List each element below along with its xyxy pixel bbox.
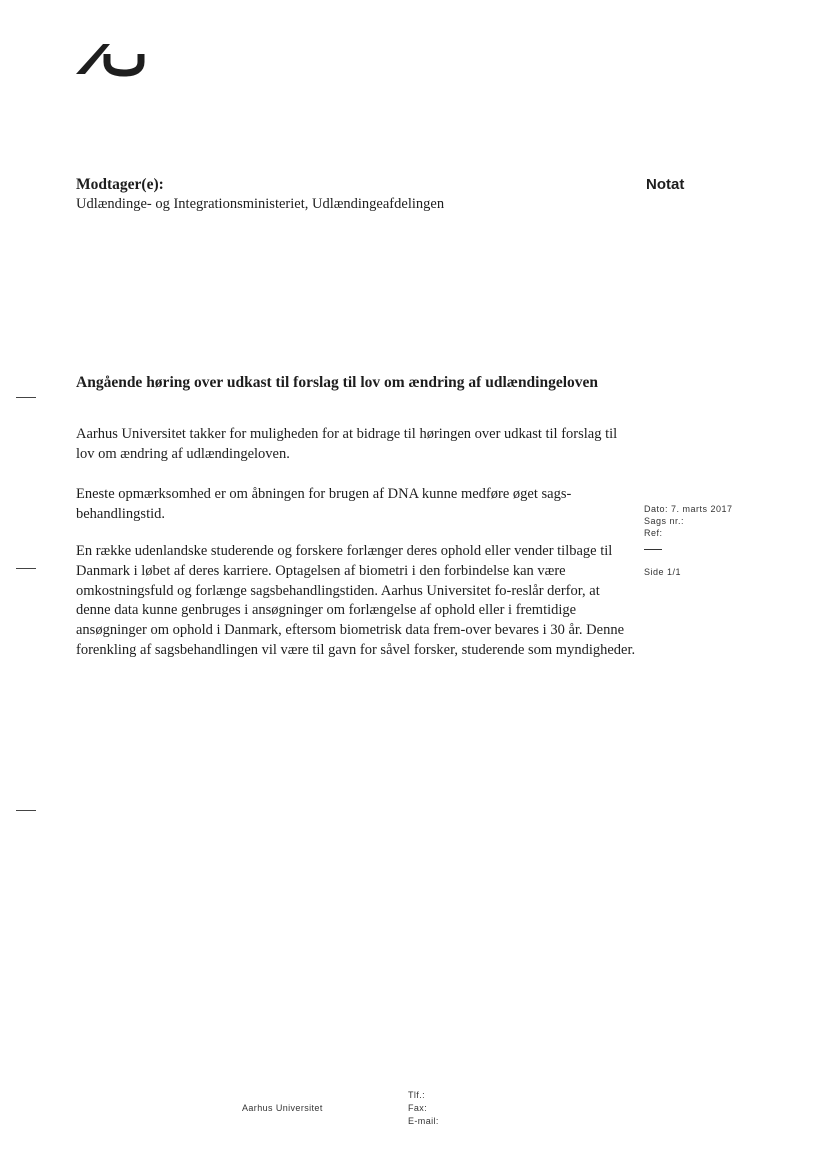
recipient-value: Udlændinge- og Integrationsministeriet, Udlændingeafdelingen: [76, 196, 445, 212]
body-paragraph: Aarhus Universitet takker for muligheden for at bidrage til høringen over udkast til forslag til lov om ændring af udlændingeloven.: [76, 426, 618, 462]
body-paragraph: Eneste opmærksomhed er om åbningen for brugen af DNA kunne medføre øget sags-behandlingstid.: [76, 486, 572, 522]
footer-fax: Fax:: [408, 1103, 428, 1113]
fold-mark: [16, 397, 36, 398]
fold-mark: [16, 568, 36, 569]
meta-case-number: Sags nr.:: [644, 516, 685, 526]
aarhus-university-logo-icon: [76, 42, 146, 78]
fold-mark: [16, 810, 36, 811]
meta-date: Dato: 7. marts 2017: [644, 504, 733, 514]
body-paragraph: En række udenlandske studerende og forskere forlænger deres ophold eller vender tilbage til Danmark i løbet af deres karriere. Optagelsen af biometri i den forbindelse kan være omkostningsfuld og forlænge sagsbehandlingstiden. Aarhus Universitet fo-reslår derfor, at denne data kunne genbruges i ansøgninger om forlængelse af ophold eller i fremtidige ansøgninger om ophold i Danmark, eftersom biometrisk data frem-over bevares i 30 år. Denne forenkling af sagsbehandlingen vil være til gavn for såvel forsker, studerende som myndigheder.: [76, 543, 636, 658]
document-type: Notat: [646, 176, 685, 193]
subject-heading: Angående høring over udkast til forslag til lov om ændring af udlændingeloven: [76, 374, 599, 391]
meta-page-number: Side 1/1: [644, 567, 682, 577]
footer-email: E-mail:: [408, 1116, 439, 1126]
footer-organization: Aarhus Universitet: [242, 1103, 323, 1113]
footer-phone: Tlf.:: [408, 1090, 425, 1100]
meta-divider: [644, 549, 662, 550]
meta-reference: Ref:: [644, 528, 663, 538]
recipient-label: Modtager(e):: [76, 176, 164, 193]
